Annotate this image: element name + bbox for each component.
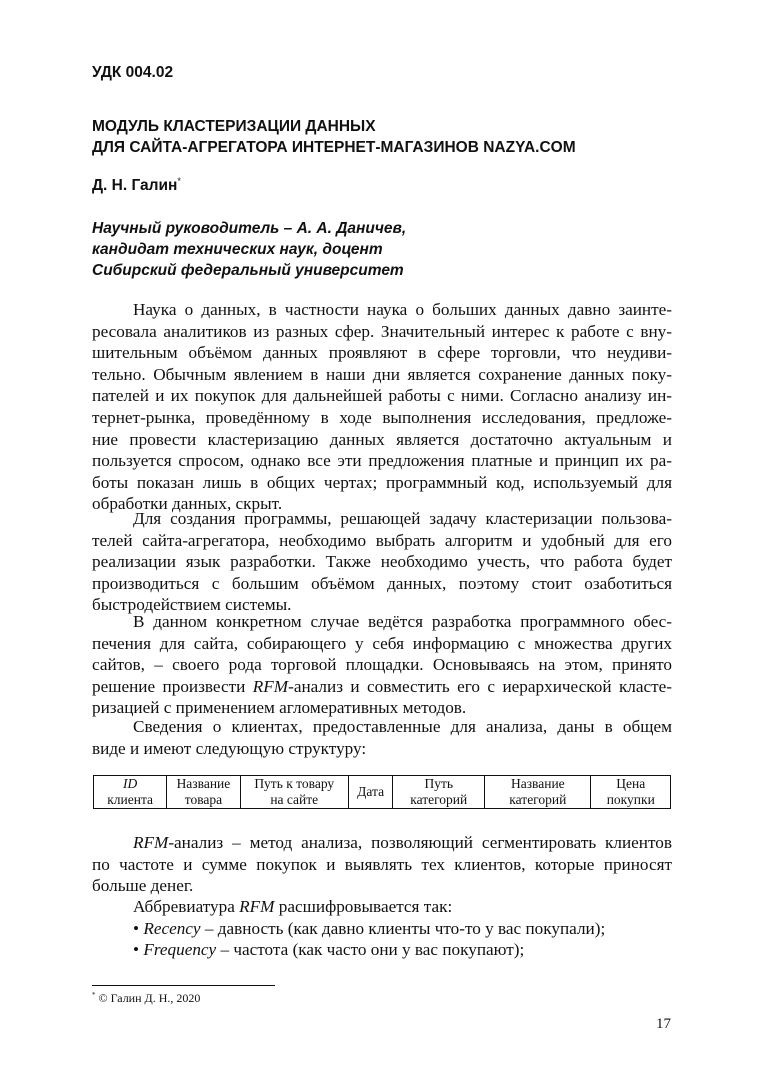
paragraph-4 bbox=[92, 716, 672, 759]
rfm-term: RFM bbox=[252, 676, 289, 696]
text-line-rfm bbox=[92, 896, 672, 918]
table-cell-product-path bbox=[240, 776, 348, 809]
bullet-term: Frequency bbox=[143, 940, 217, 960]
table-row bbox=[94, 776, 671, 809]
text-line: шительным объёмом данных проявляют в сфере торговли, что неудиви- bbox=[92, 343, 672, 363]
text-line: В данном конкретном случае ведётся разработка программного обес- bbox=[133, 612, 672, 631]
cell-line: ID bbox=[123, 776, 138, 791]
text-line: обработки данных, скрыт. bbox=[92, 494, 283, 514]
text-line-rfm bbox=[92, 676, 672, 698]
text-line: ресовала аналитиков из разных сфер. Значительный интерес к работе с вну- bbox=[92, 321, 672, 341]
footnote-text: © Галин Д. Н., 2020 bbox=[95, 991, 201, 1005]
article-title-line-2: ДЛЯ САЙТА-АГРЕГАТОРА ИНТЕРНЕТ-МАГАЗИНОВ NAZYA.COM bbox=[92, 139, 576, 156]
bullet-text: – давность (как давно клиенты что-то у вас покупали); bbox=[200, 918, 606, 938]
footnote bbox=[92, 991, 200, 1006]
bullet-item bbox=[92, 918, 672, 940]
text-fragment: Аббревиатура bbox=[133, 897, 240, 916]
text-line: пользуется спросом, однако все эти предложения платные и принцип их ра- bbox=[92, 451, 672, 471]
cell-line: Путь к товару bbox=[254, 776, 335, 791]
supervisor-line-1: Научный руководитель – А. А. Даничев, bbox=[92, 220, 407, 237]
footnote-mark: * bbox=[92, 991, 96, 999]
cell-line: Цена bbox=[616, 776, 646, 791]
cell-line: категорий bbox=[410, 792, 468, 807]
data-structure-table bbox=[93, 775, 671, 809]
table-cell-category-path bbox=[393, 776, 485, 809]
udk-code: УДК 004.02 bbox=[92, 64, 174, 81]
text-line: Сведения о клиентах, предоставленные для анализа, даны в общем bbox=[133, 717, 672, 736]
text-line: пателей и их покупок для дальнейшей работы с ними. Согласно анализу ин- bbox=[92, 386, 672, 406]
cell-line: покупки bbox=[606, 792, 655, 807]
text-line: тельно. Обычным явлением в наши дни является сохранение данных поку- bbox=[92, 364, 672, 384]
table-cell-client-id bbox=[94, 776, 167, 809]
text-line-rfm bbox=[92, 832, 672, 854]
paragraph-5 bbox=[92, 832, 672, 897]
text-line: телей сайта-агрегатора, необходимо выбрать алгоритм и удобный для его bbox=[92, 530, 672, 550]
bullet-icon: • bbox=[133, 940, 140, 960]
text-line: ризацией с применением агломеративных методов. bbox=[92, 698, 467, 718]
cell-line: на сайте bbox=[270, 792, 319, 807]
text-line: больше денег. bbox=[92, 876, 194, 896]
text-line: печения для сайта, собирающего у себя информацию с множества других bbox=[92, 633, 672, 653]
footnote-divider bbox=[92, 985, 275, 986]
bullet-icon: • bbox=[133, 918, 140, 938]
author-name: Д. Н. Галин bbox=[92, 177, 178, 195]
cell-line: Путь bbox=[424, 776, 454, 791]
article-title bbox=[92, 116, 576, 158]
cell-line: товара bbox=[184, 792, 223, 807]
cell-line: Название bbox=[510, 776, 565, 791]
paragraph-3 bbox=[92, 611, 672, 719]
table-cell-category-name bbox=[485, 776, 591, 809]
text-fragment: решение произвести bbox=[92, 676, 253, 696]
cell-line: категорий bbox=[509, 792, 567, 807]
supervisor-block bbox=[92, 218, 406, 281]
bullet-term: Recency bbox=[143, 918, 201, 938]
paragraph-6 bbox=[92, 896, 672, 961]
supervisor-line-2: кандидат технических наук, доцент bbox=[92, 241, 383, 258]
author-footnote-mark: * bbox=[177, 176, 181, 186]
text-fragment: -анализ – метод анализа, позволяющий сегментировать клиентов bbox=[168, 833, 672, 852]
text-line: ние провести кластеризацию данных является достаточно актуальным и bbox=[92, 429, 672, 449]
cell-line: клиента bbox=[107, 792, 154, 807]
text-fragment: -анализ и совместить его с иерархической класте- bbox=[288, 676, 672, 696]
text-line: боты показан лишь в общих чертах; программный код, используемый для bbox=[92, 472, 672, 492]
text-line: виде и имеют следующую структуру: bbox=[92, 738, 367, 758]
rfm-term: RFM bbox=[133, 833, 169, 852]
page-number: 17 bbox=[656, 1016, 671, 1032]
author bbox=[92, 176, 181, 195]
text-line: сайтов, – своего рода торговой площадки. Основываясь на этом, принято bbox=[92, 655, 672, 675]
cell-line: Название bbox=[176, 776, 231, 791]
paragraph-1 bbox=[92, 299, 672, 515]
text-line: быстродействием системы. bbox=[92, 595, 292, 615]
text-line: производиться с большим объёмом данных, поэтому стоит озаботиться bbox=[92, 573, 672, 593]
bullet-item bbox=[92, 939, 672, 961]
text-line: Для создания программы, решающей задачу кластеризации пользова- bbox=[133, 509, 672, 528]
paragraph-2 bbox=[92, 508, 672, 616]
text-line: реализации язык разработки. Также необходимо учесть, что работа будет bbox=[92, 552, 672, 572]
supervisor-line-3: Сибирский федеральный университет bbox=[92, 262, 404, 279]
article-title-line-1: МОДУЛЬ КЛАСТЕРИЗАЦИИ ДАННЫХ bbox=[92, 118, 376, 135]
text-line: тернет-рынка, проведённому в ходе выполнения исследования, предложе- bbox=[92, 407, 672, 427]
text-fragment: расшифровывается так: bbox=[274, 897, 453, 916]
table-cell-product-name bbox=[167, 776, 240, 809]
bullet-text: – частота (как часто они у вас покупают); bbox=[216, 940, 525, 960]
text-line: Наука о данных, в частности наука о больших данных давно заинте- bbox=[133, 300, 672, 319]
rfm-term: RFM bbox=[239, 897, 275, 916]
table-cell-price bbox=[591, 776, 671, 809]
table-cell-date: Дата bbox=[348, 776, 392, 809]
text-line: по частоте и сумме покупок и выявлять тех клиентов, которые приносят bbox=[92, 854, 672, 874]
